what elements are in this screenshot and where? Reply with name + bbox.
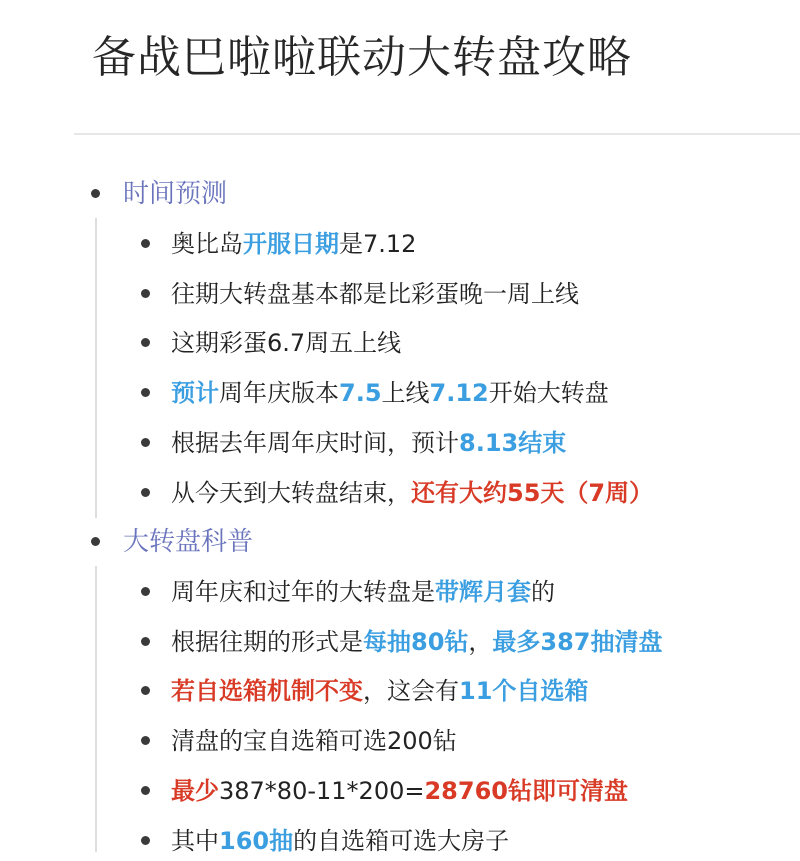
text-segment: 清盘的宝自选箱可选200钻 [171, 727, 457, 755]
section-heading-wheel-basics [0, 522, 800, 562]
text-segment: 的 [531, 578, 555, 606]
highlight-blue: 带辉月套 [435, 578, 531, 606]
highlight-blue: 7.12 [429, 379, 489, 407]
list-bullet-icon [141, 289, 150, 298]
list-item-text [171, 771, 628, 811]
text-segment: 根据去年周年庆时间，预计 [171, 429, 459, 457]
text-segment: ， [468, 628, 493, 656]
text-segment: 上线 [381, 379, 430, 407]
section-bullet-icon [91, 537, 100, 546]
list-bullet-icon [141, 388, 150, 397]
list-item [0, 473, 800, 513]
text-segment: 这期彩蛋6.7周五上线 [171, 329, 402, 357]
list-item-text [171, 423, 566, 463]
highlight-red: 最少 [171, 777, 219, 805]
highlight-blue: 7.5 [339, 379, 382, 407]
text-segment: 从今天到大转盘结束， [171, 479, 411, 507]
text-segment: 往期大转盘基本都是比彩蛋晚一周上线 [171, 280, 579, 308]
highlight-red: 若自选箱机制不变 [171, 677, 363, 705]
list-item-text [171, 274, 579, 314]
list-item [0, 323, 800, 363]
list-item-text [171, 373, 609, 413]
highlight-blue: 每抽80钻 [363, 628, 469, 656]
list-bullet-icon [141, 736, 150, 745]
text-segment: 周年庆和过年的大转盘是 [171, 578, 435, 606]
list-bullet-icon [141, 239, 150, 248]
list-item-text [171, 671, 588, 711]
highlight-blue: 开服日期 [243, 230, 339, 258]
highlight-blue: 预计 [171, 379, 219, 407]
highlight-blue: 最多387抽清盘 [492, 628, 663, 656]
text-segment: 开始大转盘 [488, 379, 609, 407]
list-bullet-icon [141, 836, 150, 845]
list-item-text [171, 821, 509, 861]
text-segment: ，这会有 [363, 677, 459, 705]
list-bullet-icon [141, 786, 150, 795]
list-bullet-icon [141, 686, 150, 695]
list-item [0, 771, 800, 811]
text-segment: 387*80-11*200= [219, 777, 425, 805]
list-item [0, 274, 800, 314]
title-divider [74, 133, 800, 135]
text-segment: 是7.12 [339, 230, 417, 258]
text-segment: 周年庆版本 [219, 379, 339, 407]
list-item [0, 572, 800, 612]
highlight-blue: 8.13结束 [459, 429, 567, 457]
list-item-text [171, 473, 653, 513]
list-item-text [171, 572, 555, 612]
list-item [0, 671, 800, 711]
highlight-blue: 11个自选箱 [459, 677, 589, 705]
list-bullet-icon [141, 587, 150, 596]
section-label: 时间预测 [123, 179, 228, 209]
list-item [0, 821, 800, 861]
highlight-blue: 160抽 [219, 827, 294, 855]
list-item-text [171, 721, 457, 761]
highlight-red: 28760钻即可清盘 [424, 777, 628, 805]
list-bullet-icon [141, 637, 150, 646]
section-label: 大转盘科普 [123, 527, 254, 557]
list-item [0, 622, 800, 662]
list-item [0, 224, 800, 264]
list-bullet-icon [141, 438, 150, 447]
text-segment: 其中 [171, 827, 219, 855]
list-item [0, 721, 800, 761]
page-title: 备战巴啦啦联动大转盘攻略 [92, 32, 632, 83]
section-heading-time-prediction [0, 174, 800, 214]
list-item [0, 423, 800, 463]
text-segment: 的自选箱可选大房子 [293, 827, 510, 855]
text-segment: 奥比岛 [171, 230, 243, 258]
list-item-text [171, 622, 663, 662]
text-segment: 根据往期的形式是 [171, 628, 363, 656]
list-bullet-icon [141, 338, 150, 347]
list-item-text [171, 224, 416, 264]
list-item [0, 373, 800, 413]
section-bullet-icon [91, 189, 100, 198]
list-item-text [171, 323, 401, 363]
list-bullet-icon [141, 488, 150, 497]
highlight-red: 还有大约55天（7周） [411, 479, 654, 507]
